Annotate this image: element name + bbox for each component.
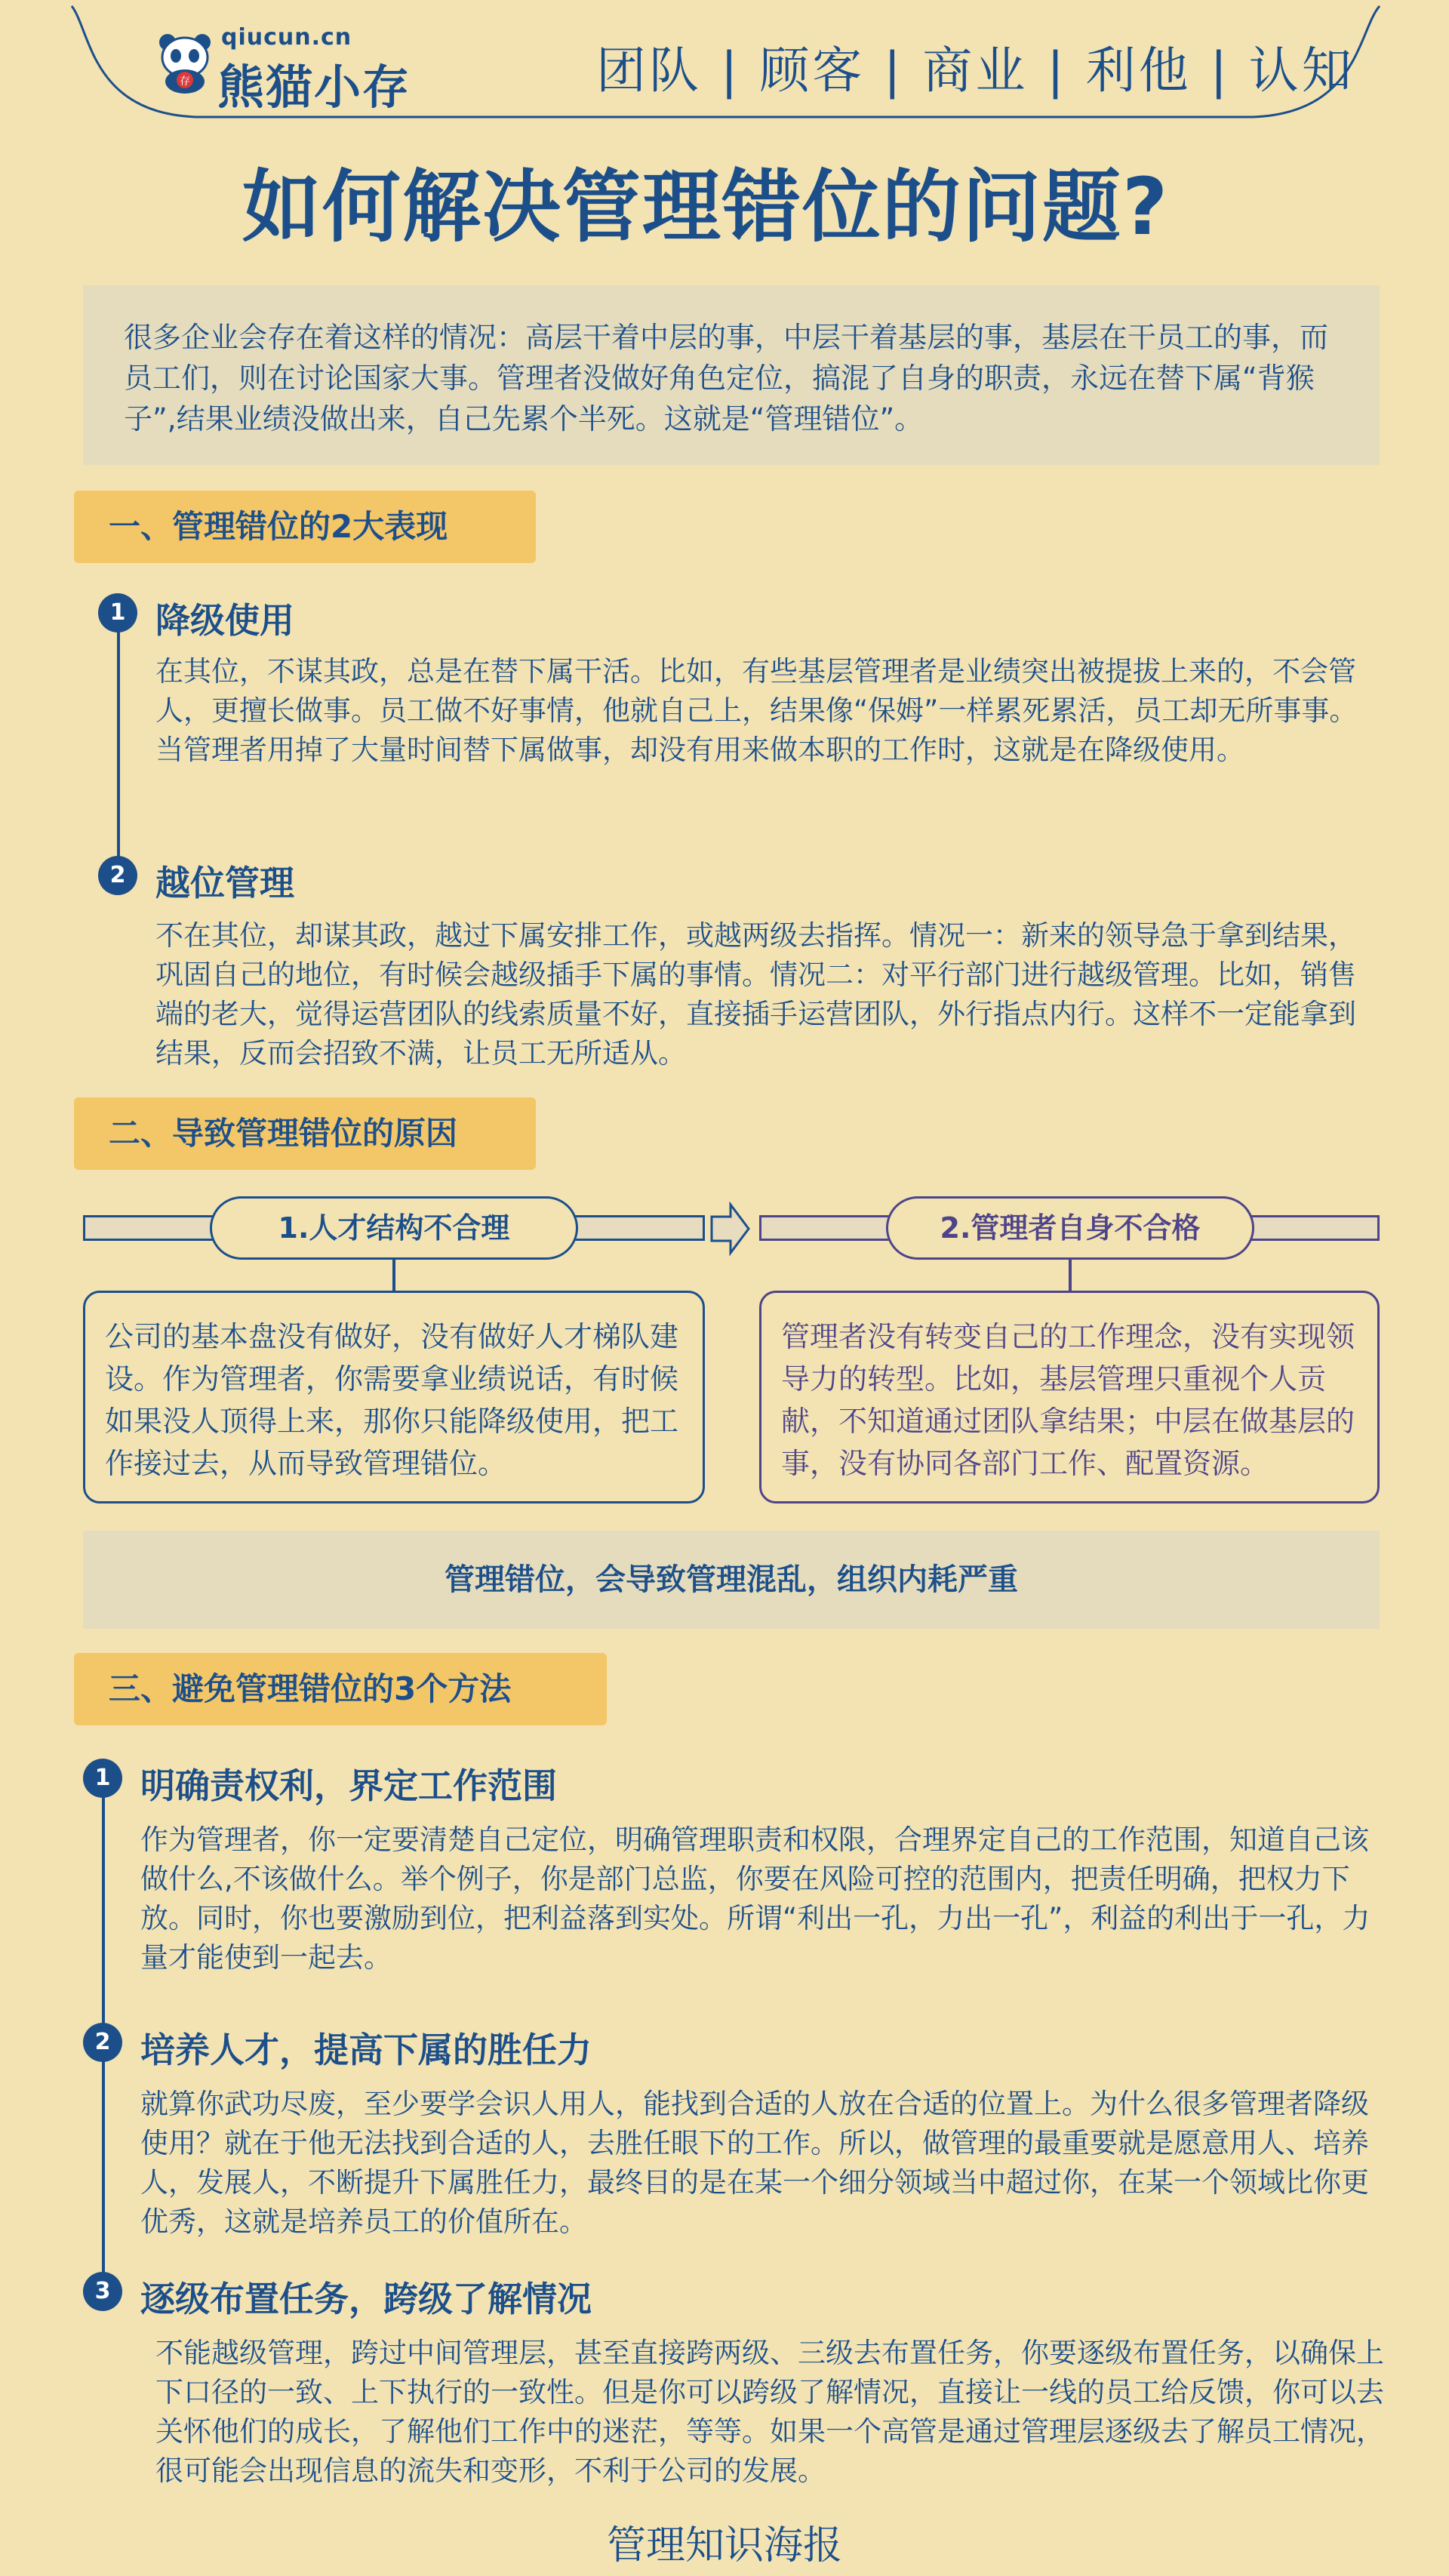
arrow-right-icon (709, 1202, 752, 1256)
logo-name: 熊猫小存 (217, 60, 411, 115)
intro-box: 很多企业会存在着这样的情况：高层干着中层的事，中层干着基层的事，基层在干员工的事，而员工们，则在讨论国家大事。管理者没做好角色定位，搞混了自身的职责，永远在替下属“背猴子”,结果业绩没做出来，自己先累个半死。这就是“管理错位”。 (83, 285, 1380, 465)
item-body-3-2: 就算你武功尽废，至少要学会识人用人，能找到合适的人放在合适的位置上。为什么很多管理者降级使用？就在于他无法找到合适的人，去胜任眼下的工作。所以，做管理的最重要就是愿意用人、培养人，发展人，不断提升下属胜任力，最终目的是在某一个细分领域当中超过你，在某一个领域比你更优秀，这就是培养员工的价值所在。 (140, 2088, 1369, 2238)
panda-logo-icon (157, 32, 213, 95)
page-title: 如何解决管理错位的问题? (242, 161, 1170, 253)
conclusion-banner: 管理错位，会导致管理混乱，组织内耗严重 (83, 1531, 1380, 1629)
section-tag-1: 一、管理错位的2大表现 (74, 491, 536, 563)
cause-box-2: 管理者没有转变自己的工作理念，没有实现领导力的转型。比如，基层管理只重视个人贡献，不知道通过团队拿结果；中层在做基层的事，没有协同各部门工作、配置资源。 (759, 1291, 1380, 1503)
item-title-1-1: 降级使用 (155, 600, 294, 641)
item-body-3-3: 不能越级管理，跨过中间管理层，甚至直接跨两级、三级去布置任务，你要逐级布置任务，以确保上下口径的一致、上下执行的一致性。但是你可以跨级了解情况，直接让一线的员工给反馈，你可以去关怀他们的成长，了解他们工作中的迷茫，等等。如果一个高管是通过管理层逐级去了解员工情况，很可能会出现信息的流失和变形，不利于公司的发展。 (155, 2337, 1384, 2487)
item-body-1-2: 不在其位，却谋其政，越过下属安排工作，或越两级去指挥。情况一：新来的领导急于拿到结果，巩固自己的地位，有时候会越级插手下属的事情。情况二：对平行部门进行越级管理。比如，销售端的老大，觉得运营团队的线索质量不好，直接插手运营团队，外行指点内行。这样不一定能拿到结果，反而会招致不满，让员工无所适从。 (155, 919, 1356, 1069)
item-title-3-1: 明确责权利，界定工作范围 (140, 1765, 557, 1806)
item-body-3-1: 作为管理者，你一定要清楚自己定位，明确管理职责和权限，合理界定自己的工作范围，知道自己该做什么,不该做什么。举个例子，你是部门总监，你要在风险可控的范围内，把责任明确，把权力下放。同时，你也要激励到位，把利益落到实处。所谓“利出一孔，力出一孔”，利益的利出于一孔，力量才能使到一起去。 (140, 1824, 1371, 1974)
item-title-3-2: 培养人才，提高下属的胜任力 (140, 2030, 592, 2070)
connector-1 (392, 1260, 395, 1291)
item-number-1-2: 2 (98, 856, 137, 895)
item-number-1-1: 1 (98, 593, 137, 632)
cause-pill-2: 2.管理者自身不合格 (886, 1196, 1254, 1260)
connector-2 (1069, 1260, 1072, 1291)
cause-pill-1: 1.人才结构不合理 (210, 1196, 578, 1260)
item-title-1-2: 越位管理 (155, 863, 294, 903)
timeline-line-1 (117, 613, 120, 879)
item-title-3-3: 逐级布置任务，跨级了解情况 (140, 2279, 592, 2319)
item-number-3-3: 3 (83, 2272, 122, 2311)
item-body-1-1: 在其位，不谋其政，总是在替下属干活。比如，有些基层管理者是业绩突出被提拔上来的，不会管人，更擅长做事。员工做不好事情，他就自己上，结果像“保姆”一样累死累活，员工却无所事事。当管理者用掉了大量时间替下属做事，却没有用来做本职的工作时，这就是在降级使用。 (155, 655, 1358, 766)
logo[interactable] (157, 21, 474, 115)
section-tag-3: 三、避免管理错位的3个方法 (74, 1653, 607, 1725)
item-number-3-2: 2 (83, 2023, 122, 2062)
section-tag-2: 二、导致管理错位的原因 (74, 1097, 536, 1170)
footer-caption: 管理知识海报 (606, 2523, 842, 2568)
page-header (0, 0, 1449, 128)
cause-box-1: 公司的基本盘没有做好，没有做好人才梯队建设。作为管理者，你需要拿业绩说话，有时候如果没人顶得上来，那你只能降级使用，把工作接过去，从而导致管理错位。 (83, 1291, 705, 1503)
logo-badge-text: 存 (180, 75, 190, 88)
header-tags: 团队 | 顾客 | 商业 | 利他 | 认知 (596, 42, 1355, 100)
item-number-3-1: 1 (83, 1759, 122, 1798)
logo-url: qiucun.cn (221, 24, 352, 51)
